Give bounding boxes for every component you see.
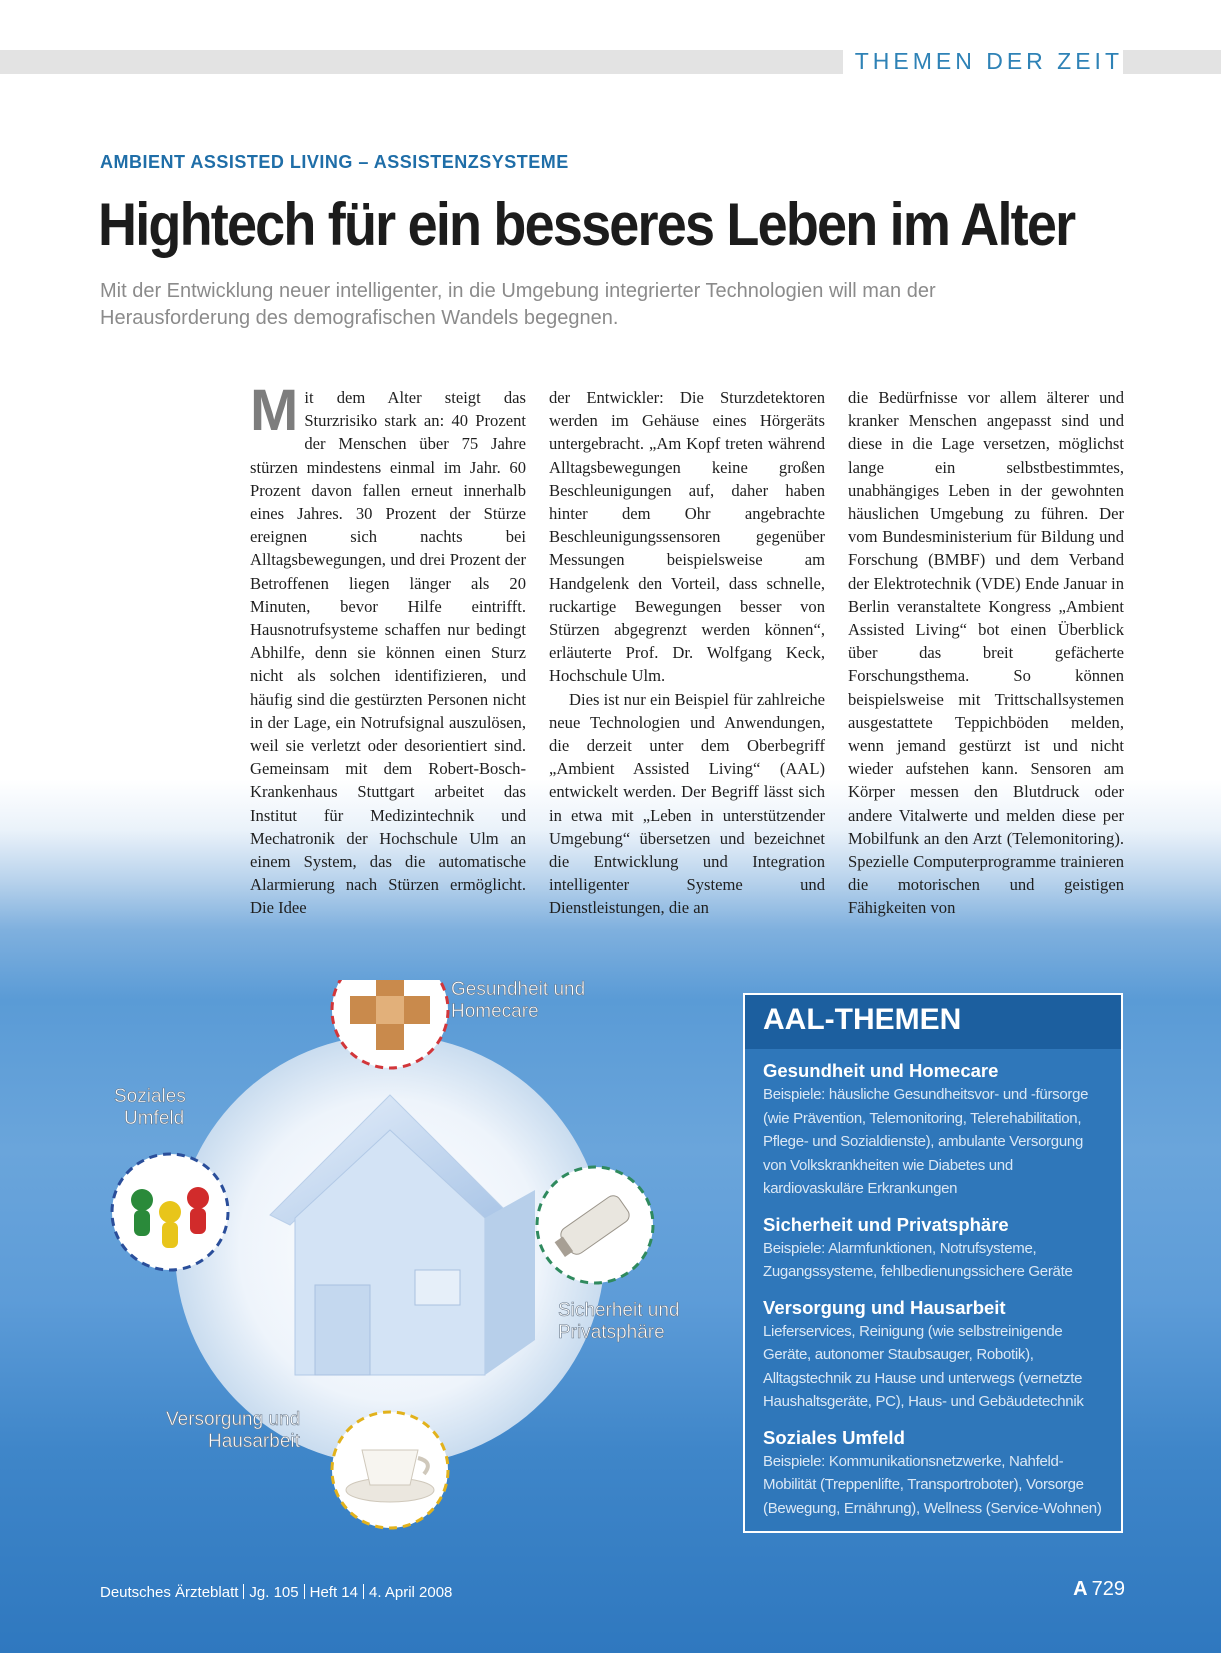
aal-item-text: Beispiele: häusliche Gesundheitsvor- und -fürsorge (wie Prävention, Telemonitoring, Telerehabilitation, Pflege- und Sozialdienste), ambulante Versorgung von Volkskrankheiten wie Diabetes und kardiovaskuläre Erkrankungen (763, 1086, 1089, 1197)
column-1-text: it dem Alter steigt das Sturzrisiko stark an: 40 Prozent der Menschen über 75 Jahre stürzen mindestens einmal im Jahr. 60 Prozent davon fallen erneut innerhalb eines Jahres. 30 Prozent der Stürze ereignen sich nachts bei Alltagsbewegungen, und drei Prozent der Betroffenen liegen länger als 20 Minuten, bevor Hilfe eintrifft. Hausnotrufsysteme schaffen nur bedingt Abhilfe, denn sie können einen Sturz nicht als solchen identifizieren, und häufig sind die gestürzten Personen nicht in der Lage, ein Notrufsignal auszulösen, weil sie verletzt oder desorientiert sind. Gemeinsam mit dem Robert-Bosch-Krankenhaus Stuttgart arbeitet das Institut für Medizintechnik und Mechatronik der Hochschule Ulm an einem System, das die automatische Alarmierung nach Stürzen ermöglicht. Die Idee (250, 388, 526, 918)
article-title: Hightech für ein besseres Leben im Alter (98, 191, 1075, 258)
text-column-1 (250, 378, 526, 920)
aal-item-title: Gesundheit und Homecare (763, 1060, 999, 1081)
page-prefix: A (1073, 1578, 1088, 1600)
text-column-2 (549, 386, 825, 920)
aal-item-title: Versorgung und Hausarbeit (763, 1296, 1006, 1318)
page-number (1073, 1578, 1125, 1601)
aal-illustration (90, 980, 730, 1540)
footer-separator (363, 1584, 364, 1599)
aal-item-health (763, 1059, 1103, 1201)
aal-themes-box (743, 993, 1123, 1533)
aal-item-title: Sicherheit und Privatsphäre (763, 1213, 1009, 1235)
column-2-paragraph-1: der Entwickler: Die Sturzdetektoren werden im Gehäuse eines Hörgeräts untergebracht. „Am Kopf treten während Alltagsbewegungen keine großen Beschleunigungen auf, daher haben hinter dem Ohr angebrachte Beschleunigungssensoren gegenüber Messungen beispielsweise am Handgelenk den Vorteil, dass schnelle, ruckartige Bewegungen besser von Stürzen abgegrenzt werden können“, erläuterte Prof. Dr. Wolfgang Keck, Hochschule Ulm. (549, 388, 825, 686)
article-kicker: AMBIENT ASSISTED LIVING – ASSISTENZSYSTEME (100, 152, 569, 172)
aal-item-text: Beispiele: Kommunikationsnetzwerke, Nahfeld-Mobilität (Treppenlifte, Transportroboter), Vorsorge (Bewegung, Ernährung), Wellness (Service-Wohnen) (763, 1452, 1102, 1517)
label-health-2: Homecare (451, 1001, 539, 1022)
column-2-paragraph-2: Dies ist nur ein Beispiel für zahlreiche neue Technologien und Anwendungen, die derzeit unter dem Oberbegriff „Ambient Assisted Living“ (AAL) entwickelt werden. Der Begriff lässt sich in etwa mit „Leben in unterstützender Umgebung“ übersetzen und bezeichnet die Entwicklung und Integration intelligenter Systeme und Dienstleistungen, die an (549, 689, 825, 918)
aal-item-text: Beispiele: Alarmfunktionen, Notrufsysteme, Zugangssysteme, fehlbedienungssichere Geräte (763, 1239, 1073, 1280)
footer-separator (243, 1584, 244, 1599)
label-supply-2: Hausarbeit (208, 1431, 300, 1452)
aal-heading: AAL-THEMEN (745, 995, 1121, 1049)
label-supply-1: Versorgung und (166, 1409, 301, 1430)
label-social-1: Soziales (114, 1086, 186, 1107)
label-health-1: Gesundheit und (451, 980, 586, 1000)
footer-citation (100, 1584, 452, 1601)
security-circle (537, 1167, 653, 1283)
label-social-2: Umfeld (124, 1108, 185, 1129)
supply-circle (332, 1412, 448, 1528)
page-number-value: 729 (1091, 1578, 1125, 1600)
aal-item-title: Soziales Umfeld (763, 1426, 905, 1448)
aal-item-social (763, 1426, 1103, 1521)
aal-item-text: Lieferservices, Reinigung (wie selbstreinigende Geräte, autonomer Staubsauger, Robotik), Alltagstechnik zu Hause und unterwegs (vernetzte Haushaltsgeräte, PC), Haus- und Gebäudetechnik (763, 1322, 1084, 1410)
article-lede: Mit der Entwicklung neuer intelligenter, in die Umgebung integrierter Technologien will man der Herausforderung des demografischen Wandels begegnen. (100, 280, 936, 329)
column-3-text: die Bedürfnisse vor allem älterer und kranker Menschen angepasst sind und diese in die Lage versetzen, möglichst lange ein selbstbestimmtes, unabhängiges Leben in der gewohnten häuslichen Umgebung zu führen. Der vom Bundesministerium für Bildung und Forschung (BMBF) und dem Verband der Elektrotechnik (VDE) Ende Januar in Berlin veranstaltete Kongress „Ambient Assisted Living“ bot einen Überblick über das breit gefächerte Forschungsthema. So können beispielsweise mit Trittschallsystemen ausgestattete Teppichböden melden, wenn jemand gestürzt ist und nicht wieder aufstehen kann. Sensoren am Körper messen den Blutdruck oder andere Vitalwerte und melden diese per Mobilfunk an den Arzt (Telemonitoring). Spezielle Computerprogramme trainieren die motorischen und geistigen Fähigkeiten von (848, 388, 1124, 918)
footer-volume: Jg. 105 (249, 1584, 299, 1601)
drop-cap: M (250, 378, 299, 443)
aal-item-security (763, 1213, 1103, 1284)
label-security-2: Privatsphäre (558, 1322, 665, 1343)
footer-journal: Deutsches Ärzteblatt (100, 1584, 239, 1601)
footer-separator (304, 1584, 305, 1599)
footer-date: 4. April 2008 (369, 1584, 453, 1601)
section-label: THEMEN DER ZEIT (843, 48, 1123, 75)
footer-issue: Heft 14 (309, 1584, 358, 1601)
aal-item-supply (763, 1296, 1103, 1414)
label-security-1: Sicherheit und (558, 1300, 680, 1321)
text-column-3 (848, 386, 1124, 920)
social-circle (112, 1154, 228, 1270)
